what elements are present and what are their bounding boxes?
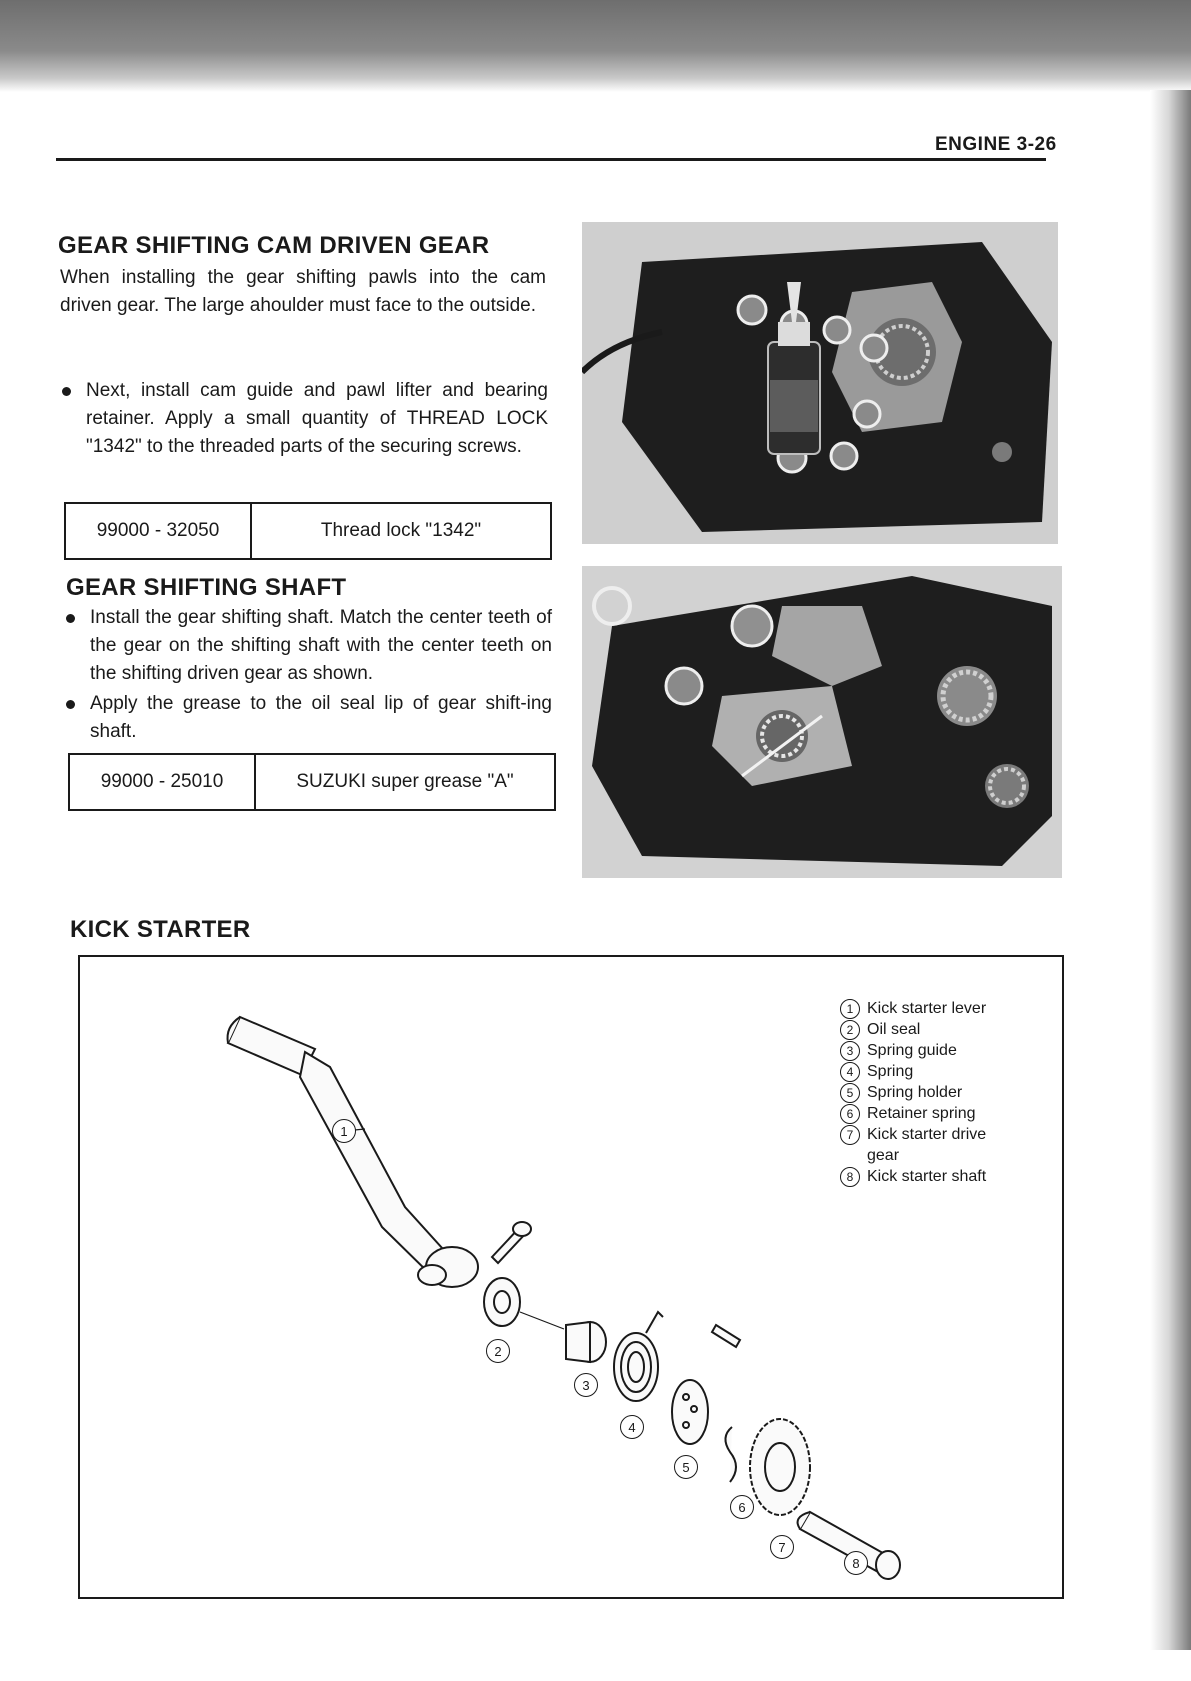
callout-7: 7 xyxy=(770,1535,794,1559)
kick-starter-legend xyxy=(840,998,1010,1187)
legend-item: 6 Retainer spring xyxy=(840,1103,1010,1124)
thread-lock-part-box xyxy=(64,502,552,560)
cam-gear-bullets xyxy=(58,377,548,463)
callout-2: 2 xyxy=(486,1339,510,1363)
callout-3: 3 xyxy=(574,1373,598,1397)
callout-6: 6 xyxy=(730,1495,754,1519)
section-title-cam-driven-gear: GEAR SHIFTING CAM DRIVEN GEAR xyxy=(58,232,490,259)
legend-item: 4 Spring xyxy=(840,1061,1010,1082)
scan-right-edge xyxy=(1150,90,1191,1650)
callout-8: 8 xyxy=(844,1551,868,1575)
callout-4: 4 xyxy=(620,1415,644,1439)
callout-1: 1 xyxy=(332,1119,356,1143)
page-header: ENGINE 3-26 xyxy=(935,134,1057,155)
part-number: 99000 - 32050 xyxy=(66,504,252,558)
list-item: Apply the grease to the oil seal lip of gear shift-ing shaft. xyxy=(62,690,552,746)
header-rule xyxy=(56,158,1046,161)
cam-gear-paragraph: When installing the gear shifting pawls into the cam driven gear. The large ahoulder must face to the outside. xyxy=(60,267,546,316)
legend-item: 5 Spring holder xyxy=(840,1082,1010,1103)
legend-item: 1 Kick starter lever xyxy=(840,998,1010,1019)
legend-item: 7 Kick starter drive gear xyxy=(840,1124,1010,1166)
legend-item: 3 Spring guide xyxy=(840,1040,1010,1061)
part-name: SUZUKI super grease "A" xyxy=(296,771,514,792)
part-number: 99000 - 25010 xyxy=(70,755,256,809)
engine-case-photo-thread-lock xyxy=(582,222,1058,544)
engine-case-photo-shifting-shaft xyxy=(582,566,1062,878)
legend-item: 8 Kick starter shaft xyxy=(840,1166,1010,1187)
list-item: Next, install cam guide and pawl lifter and bearing retainer. Apply a small quantity of THREAD LOCK "1342" to the threaded parts of the securing screws. xyxy=(58,377,548,461)
section-title-kick-starter: KICK STARTER xyxy=(70,916,251,943)
list-item: Install the gear shifting shaft. Match the center teeth of the gear on the shifting shaft with the center teeth on the shifting driven gear as shown. xyxy=(62,604,552,688)
legend-item: 2 Oil seal xyxy=(840,1019,1010,1040)
shifting-shaft-bullets xyxy=(62,604,552,748)
section-title-shifting-shaft: GEAR SHIFTING SHAFT xyxy=(66,574,347,601)
part-name: Thread lock "1342" xyxy=(320,520,482,541)
grease-part-box xyxy=(68,753,556,811)
scan-top-shadow xyxy=(0,0,1191,92)
callout-5: 5 xyxy=(674,1455,698,1479)
